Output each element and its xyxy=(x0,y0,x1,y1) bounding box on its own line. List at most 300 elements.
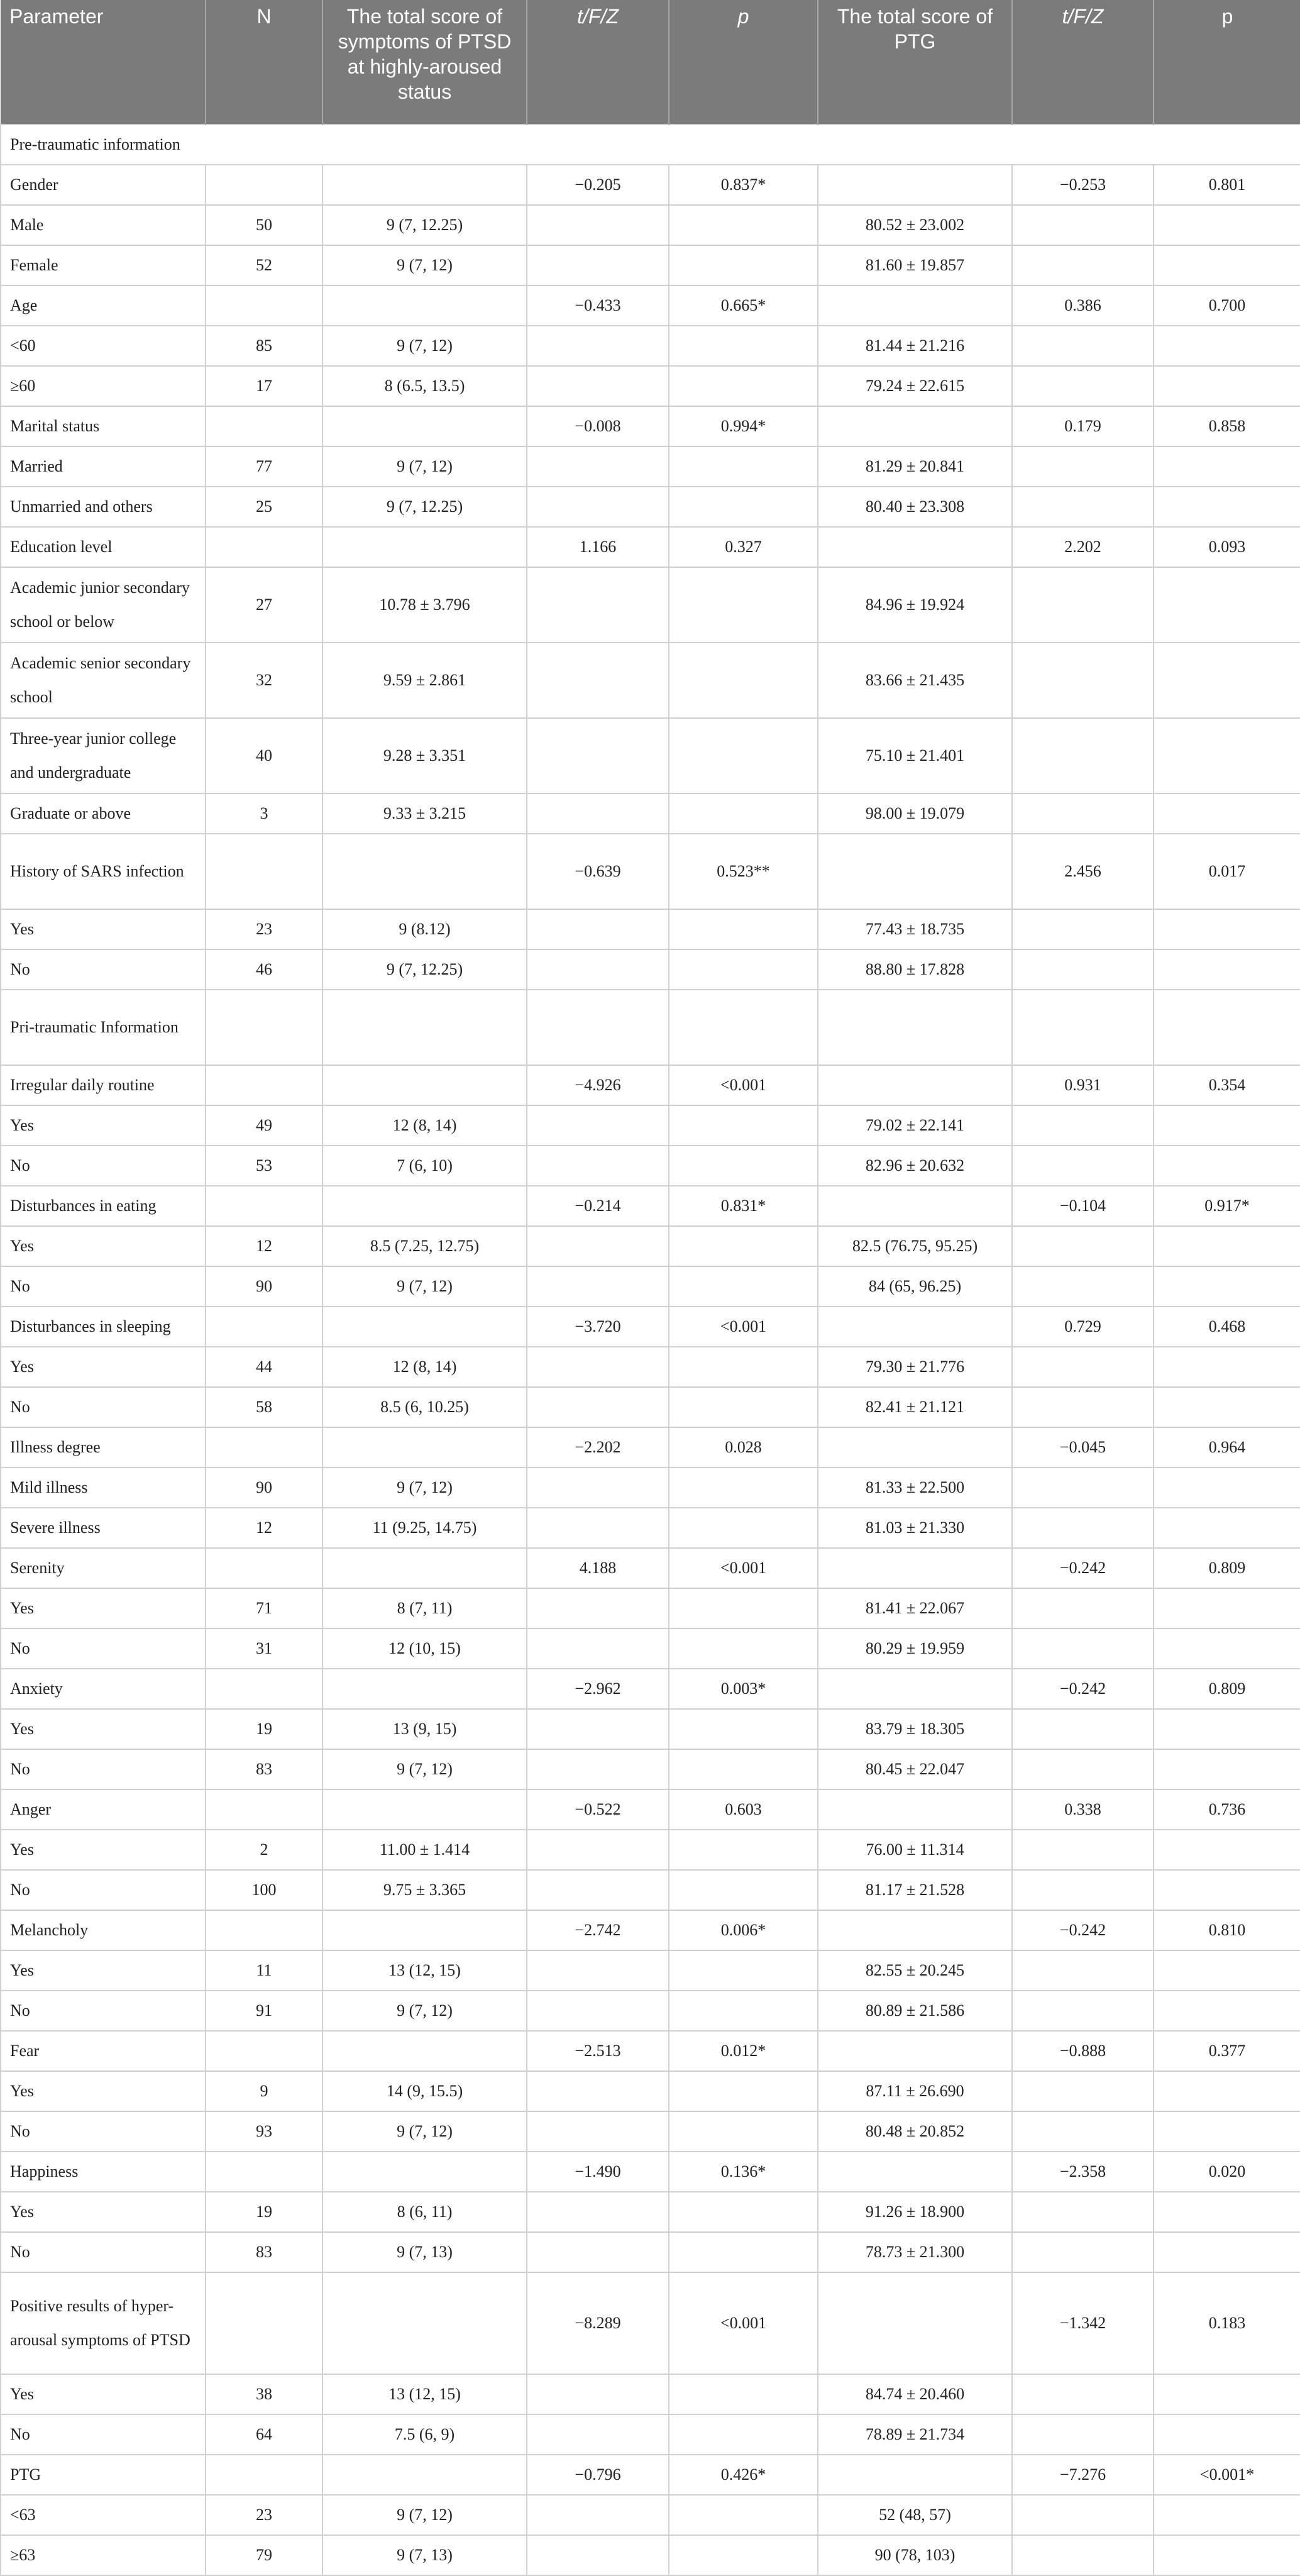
cell-p-ptsd xyxy=(669,718,818,793)
table-row xyxy=(1,2152,1300,2192)
cell-ptg-score: 80.29 ± 19.959 xyxy=(818,1628,1012,1669)
cell-stat-ptsd xyxy=(527,446,669,487)
cell-parameter: No xyxy=(1,1146,206,1186)
cell-stat-ptg xyxy=(1012,1749,1154,1789)
cell-p-ptg xyxy=(1154,1508,1300,1548)
cell-stat-ptsd: −0.205 xyxy=(527,165,669,205)
cell-n: 19 xyxy=(206,2192,322,2232)
cell-n: 77 xyxy=(206,446,322,487)
cell-ptsd-score xyxy=(322,2455,527,2495)
cell-parameter: Melancholy xyxy=(1,1910,206,1950)
cell-stat-ptg xyxy=(1012,1105,1154,1146)
cell-ptsd-score: 8 (6, 11) xyxy=(322,2192,527,2232)
cell-stat-ptg xyxy=(1012,1991,1154,2031)
cell-ptg-score: 79.02 ± 22.141 xyxy=(818,1105,1012,1146)
cell-ptsd-score xyxy=(322,285,527,326)
cell-n: 40 xyxy=(206,718,322,793)
header-parameter: Parameter xyxy=(1,0,206,124)
cell-p-ptsd xyxy=(669,1468,818,1508)
cell-stat-ptsd xyxy=(527,1588,669,1628)
cell-p-ptg xyxy=(1154,1830,1300,1870)
cell-stat-ptsd: −3.720 xyxy=(527,1307,669,1347)
cell-ptsd-score: 9 (7, 12.25) xyxy=(322,487,527,527)
cell-p-ptg: 0.736 xyxy=(1154,1789,1300,1830)
cell-stat-ptg xyxy=(1012,1146,1154,1186)
cell-ptsd-score xyxy=(322,990,527,1065)
cell-stat-ptg xyxy=(1012,909,1154,949)
cell-ptsd-score xyxy=(322,1910,527,1950)
cell-stat-ptsd: −4.926 xyxy=(527,1065,669,1105)
table-row xyxy=(1,2272,1300,2374)
cell-stat-ptg: −7.276 xyxy=(1012,2455,1154,2495)
table-row xyxy=(1,165,1300,205)
cell-n xyxy=(206,1427,322,1468)
table-row xyxy=(1,124,1300,165)
table-row xyxy=(1,366,1300,406)
cell-ptg-score: 98.00 ± 19.079 xyxy=(818,793,1012,834)
cell-stat-ptsd: −2.513 xyxy=(527,2031,669,2071)
cell-p-ptsd xyxy=(669,326,818,366)
cell-n: 32 xyxy=(206,643,322,718)
cell-p-ptg xyxy=(1154,1468,1300,1508)
table-row xyxy=(1,406,1300,446)
cell-stat-ptsd: −0.522 xyxy=(527,1789,669,1830)
cell-stat-ptg xyxy=(1012,1588,1154,1628)
cell-p-ptg xyxy=(1154,1950,1300,1991)
cell-parameter: ≥63 xyxy=(1,2535,206,2575)
cell-ptg-score: 80.89 ± 21.586 xyxy=(818,1991,1012,2031)
cell-p-ptg xyxy=(1154,2414,1300,2455)
cell-n: 31 xyxy=(206,1628,322,1669)
cell-stat-ptsd xyxy=(527,2232,669,2272)
cell-stat-ptsd xyxy=(527,2111,669,2152)
cell-ptsd-score: 9 (7, 12) xyxy=(322,1266,527,1307)
cell-parameter: Academic junior secondary school or below xyxy=(1,567,206,643)
cell-stat-ptg: −0.253 xyxy=(1012,165,1154,205)
cell-n: 79 xyxy=(206,2535,322,2575)
cell-ptsd-score: 9 (7, 12) xyxy=(322,2495,527,2535)
cell-n xyxy=(206,1307,322,1347)
cell-ptg-score xyxy=(818,1669,1012,1709)
cell-p-ptsd: 0.012* xyxy=(669,2031,818,2071)
table-row xyxy=(1,1387,1300,1427)
cell-stat-ptsd: −2.202 xyxy=(527,1427,669,1468)
cell-stat-ptg xyxy=(1012,205,1154,245)
cell-n: 23 xyxy=(206,909,322,949)
cell-stat-ptsd xyxy=(527,1749,669,1789)
cell-stat-ptg: −1.342 xyxy=(1012,2272,1154,2374)
cell-stat-ptsd xyxy=(527,1387,669,1427)
cell-ptsd-score: 9 (7, 12) xyxy=(322,326,527,366)
cell-stat-ptsd xyxy=(527,1628,669,1669)
cell-parameter: Positive results of hyper-arousal symptoms of PTSD xyxy=(1,2272,206,2374)
cell-n: 100 xyxy=(206,1870,322,1910)
cell-p-ptg: 0.917* xyxy=(1154,1186,1300,1226)
cell-p-ptsd xyxy=(669,2414,818,2455)
cell-p-ptsd: 0.665* xyxy=(669,285,818,326)
cell-stat-ptsd: −0.433 xyxy=(527,285,669,326)
cell-n: 91 xyxy=(206,1991,322,2031)
cell-ptsd-score: 9 (7, 12) xyxy=(322,446,527,487)
cell-p-ptsd xyxy=(669,1709,818,1749)
cell-n: 27 xyxy=(206,567,322,643)
cell-stat-ptsd xyxy=(527,949,669,990)
cell-stat-ptsd xyxy=(527,1105,669,1146)
header-n: N xyxy=(206,0,322,124)
cell-stat-ptg xyxy=(1012,487,1154,527)
table-row xyxy=(1,2071,1300,2111)
cell-stat-ptsd xyxy=(527,990,669,1065)
cell-n: 53 xyxy=(206,1146,322,1186)
cell-stat-ptsd xyxy=(527,2535,669,2575)
cell-ptg-score: 87.11 ± 26.690 xyxy=(818,2071,1012,2111)
cell-n: 71 xyxy=(206,1588,322,1628)
cell-ptsd-score: 9.28 ± 3.351 xyxy=(322,718,527,793)
table-row xyxy=(1,446,1300,487)
cell-parameter: Yes xyxy=(1,1950,206,1991)
cell-stat-ptg: −2.358 xyxy=(1012,2152,1154,2192)
cell-p-ptg xyxy=(1154,990,1300,1065)
cell-n xyxy=(206,1789,322,1830)
cell-p-ptsd: <0.001 xyxy=(669,1307,818,1347)
cell-stat-ptg xyxy=(1012,1266,1154,1307)
cell-ptsd-score xyxy=(322,1669,527,1709)
cell-stat-ptsd: −8.289 xyxy=(527,2272,669,2374)
table-row xyxy=(1,487,1300,527)
cell-stat-ptg xyxy=(1012,446,1154,487)
cell-ptsd-score: 13 (12, 15) xyxy=(322,1950,527,1991)
cell-p-ptsd xyxy=(669,1749,818,1789)
cell-parameter: No xyxy=(1,2414,206,2455)
cell-parameter: No xyxy=(1,2111,206,2152)
cell-stat-ptg: −0.104 xyxy=(1012,1186,1154,1226)
cell-n xyxy=(206,1065,322,1105)
table-row xyxy=(1,2232,1300,2272)
cell-ptsd-score: 8 (6.5, 13.5) xyxy=(322,366,527,406)
cell-p-ptg: 0.858 xyxy=(1154,406,1300,446)
cell-stat-ptg xyxy=(1012,1870,1154,1910)
cell-ptsd-score: 9 (7, 12) xyxy=(322,2111,527,2152)
cell-ptg-score xyxy=(818,1065,1012,1105)
cell-ptg-score: 52 (48, 57) xyxy=(818,2495,1012,2535)
cell-parameter: Unmarried and others xyxy=(1,487,206,527)
cell-stat-ptsd xyxy=(527,793,669,834)
cell-ptg-score xyxy=(818,1910,1012,1950)
cell-ptg-score xyxy=(818,2272,1012,2374)
cell-stat-ptg: −0.888 xyxy=(1012,2031,1154,2071)
table-row xyxy=(1,1226,1300,1266)
table-row xyxy=(1,2414,1300,2455)
cell-p-ptsd xyxy=(669,2535,818,2575)
cell-p-ptsd xyxy=(669,1347,818,1387)
cell-p-ptsd xyxy=(669,1830,818,1870)
table-row xyxy=(1,643,1300,718)
cell-ptg-score xyxy=(818,1548,1012,1588)
cell-ptg-score: 80.48 ± 20.852 xyxy=(818,2111,1012,2152)
cell-ptsd-score: 9 (7, 13) xyxy=(322,2232,527,2272)
cell-ptg-score: 81.17 ± 21.528 xyxy=(818,1870,1012,1910)
cell-n: 46 xyxy=(206,949,322,990)
cell-parameter: Yes xyxy=(1,1830,206,1870)
cell-ptsd-score xyxy=(322,1186,527,1226)
cell-parameter: Gender xyxy=(1,165,206,205)
cell-parameter: Yes xyxy=(1,1588,206,1628)
cell-stat-ptg xyxy=(1012,2232,1154,2272)
cell-p-ptsd xyxy=(669,2111,818,2152)
cell-ptg-score: 90 (78, 103) xyxy=(818,2535,1012,2575)
cell-n xyxy=(206,285,322,326)
cell-ptsd-score: 9 (7, 13) xyxy=(322,2535,527,2575)
cell-p-ptsd: 0.831* xyxy=(669,1186,818,1226)
cell-ptg-score xyxy=(818,1789,1012,1830)
cell-ptg-score xyxy=(818,2152,1012,2192)
cell-parameter: Yes xyxy=(1,1347,206,1387)
table-row xyxy=(1,2031,1300,2071)
cell-ptg-score: 80.52 ± 23.002 xyxy=(818,205,1012,245)
cell-stat-ptg xyxy=(1012,245,1154,285)
cell-parameter: No xyxy=(1,2232,206,2272)
cell-n xyxy=(206,1186,322,1226)
cell-parameter: History of SARS infection xyxy=(1,834,206,909)
table-row xyxy=(1,2192,1300,2232)
cell-parameter: Disturbances in eating xyxy=(1,1186,206,1226)
cell-p-ptg xyxy=(1154,2071,1300,2111)
header-row xyxy=(1,0,1300,124)
cell-p-ptsd xyxy=(669,793,818,834)
cell-n xyxy=(206,990,322,1065)
cell-p-ptsd xyxy=(669,949,818,990)
cell-ptsd-score xyxy=(322,165,527,205)
header-stat-ptsd: t/F/Z xyxy=(527,0,669,124)
cell-p-ptsd xyxy=(669,1950,818,1991)
cell-parameter: No xyxy=(1,1387,206,1427)
cell-stat-ptg xyxy=(1012,1709,1154,1749)
cell-stat-ptsd xyxy=(527,2374,669,2414)
cell-stat-ptg xyxy=(1012,793,1154,834)
cell-p-ptg xyxy=(1154,2232,1300,2272)
cell-ptsd-score: 8 (7, 11) xyxy=(322,1588,527,1628)
cell-p-ptsd: 0.327 xyxy=(669,527,818,567)
cell-parameter: Yes xyxy=(1,1226,206,1266)
cell-ptg-score: 82.5 (76.75, 95.25) xyxy=(818,1226,1012,1266)
table-row xyxy=(1,285,1300,326)
cell-parameter: Age xyxy=(1,285,206,326)
table-row xyxy=(1,990,1300,1065)
table-row xyxy=(1,245,1300,285)
table-row xyxy=(1,1146,1300,1186)
cell-ptg-score: 75.10 ± 21.401 xyxy=(818,718,1012,793)
cell-p-ptg xyxy=(1154,2495,1300,2535)
cell-p-ptg: 0.964 xyxy=(1154,1427,1300,1468)
cell-p-ptg xyxy=(1154,643,1300,718)
cell-ptg-score: 78.73 ± 21.300 xyxy=(818,2232,1012,2272)
cell-stat-ptsd xyxy=(527,205,669,245)
cell-p-ptsd xyxy=(669,245,818,285)
cell-stat-ptsd xyxy=(527,567,669,643)
cell-n xyxy=(206,2152,322,2192)
table-header xyxy=(1,0,1300,124)
cell-ptg-score: 83.66 ± 21.435 xyxy=(818,643,1012,718)
cell-p-ptsd: 0.837* xyxy=(669,165,818,205)
cell-parameter: No xyxy=(1,1749,206,1789)
header-ptg-score: The total score of PTG xyxy=(818,0,1012,124)
table-row xyxy=(1,718,1300,793)
table-row xyxy=(1,567,1300,643)
cell-parameter: No xyxy=(1,949,206,990)
cell-n: 17 xyxy=(206,366,322,406)
cell-n xyxy=(206,406,322,446)
cell-stat-ptg xyxy=(1012,1387,1154,1427)
cell-ptg-score: 76.00 ± 11.314 xyxy=(818,1830,1012,1870)
cell-ptg-score xyxy=(818,2031,1012,2071)
cell-ptg-score: 79.30 ± 21.776 xyxy=(818,1347,1012,1387)
cell-stat-ptsd: −2.962 xyxy=(527,1669,669,1709)
section-title: Pre-traumatic information xyxy=(1,124,1300,165)
cell-ptsd-score xyxy=(322,1065,527,1105)
cell-parameter: Academic senior secondary school xyxy=(1,643,206,718)
cell-n: 12 xyxy=(206,1226,322,1266)
cell-stat-ptg: −0.242 xyxy=(1012,1548,1154,1588)
cell-parameter: Mild illness xyxy=(1,1468,206,1508)
cell-parameter: <63 xyxy=(1,2495,206,2535)
cell-p-ptg: 0.810 xyxy=(1154,1910,1300,1950)
cell-ptg-score: 81.33 ± 22.500 xyxy=(818,1468,1012,1508)
cell-p-ptg xyxy=(1154,1628,1300,1669)
cell-parameter: Graduate or above xyxy=(1,793,206,834)
cell-ptsd-score: 10.78 ± 3.796 xyxy=(322,567,527,643)
cell-ptsd-score: 12 (8, 14) xyxy=(322,1347,527,1387)
cell-p-ptsd xyxy=(669,487,818,527)
cell-stat-ptg xyxy=(1012,643,1154,718)
cell-p-ptg xyxy=(1154,1588,1300,1628)
cell-p-ptsd xyxy=(669,1588,818,1628)
cell-parameter: Severe illness xyxy=(1,1508,206,1548)
cell-stat-ptg: −0.242 xyxy=(1012,1910,1154,1950)
cell-p-ptg xyxy=(1154,245,1300,285)
cell-n xyxy=(206,2031,322,2071)
cell-parameter: Yes xyxy=(1,2374,206,2414)
cell-parameter: ≥60 xyxy=(1,366,206,406)
cell-ptg-score: 78.89 ± 21.734 xyxy=(818,2414,1012,2455)
cell-ptsd-score xyxy=(322,2031,527,2071)
table-row xyxy=(1,2111,1300,2152)
cell-ptsd-score: 7.5 (6, 9) xyxy=(322,2414,527,2455)
cell-p-ptsd xyxy=(669,2192,818,2232)
cell-stat-ptsd: 1.166 xyxy=(527,527,669,567)
cell-stat-ptsd xyxy=(527,245,669,285)
cell-stat-ptg xyxy=(1012,990,1154,1065)
cell-n: 83 xyxy=(206,1749,322,1789)
cell-ptsd-score xyxy=(322,406,527,446)
cell-stat-ptg: 0.729 xyxy=(1012,1307,1154,1347)
cell-n: 64 xyxy=(206,2414,322,2455)
cell-stat-ptsd: −2.742 xyxy=(527,1910,669,1950)
cell-n xyxy=(206,2272,322,2374)
cell-stat-ptsd xyxy=(527,909,669,949)
cell-stat-ptsd xyxy=(527,1347,669,1387)
cell-ptsd-score: 9 (7, 12) xyxy=(322,1468,527,1508)
cell-ptg-score xyxy=(818,990,1012,1065)
cell-ptsd-score: 9 (7, 12) xyxy=(322,1749,527,1789)
table-row xyxy=(1,1749,1300,1789)
table-row xyxy=(1,2374,1300,2414)
cell-ptsd-score: 9 (8.12) xyxy=(322,909,527,949)
cell-p-ptg: 0.809 xyxy=(1154,1669,1300,1709)
cell-p-ptsd: 0.994* xyxy=(669,406,818,446)
cell-p-ptsd xyxy=(669,446,818,487)
cell-parameter: Anxiety xyxy=(1,1669,206,1709)
cell-stat-ptg xyxy=(1012,1226,1154,1266)
cell-stat-ptsd xyxy=(527,1991,669,2031)
cell-stat-ptg xyxy=(1012,2414,1154,2455)
cell-n xyxy=(206,1548,322,1588)
cell-parameter: Married xyxy=(1,446,206,487)
cell-stat-ptsd xyxy=(527,487,669,527)
cell-stat-ptg: −0.242 xyxy=(1012,1669,1154,1709)
cell-parameter: PTG xyxy=(1,2455,206,2495)
cell-ptsd-score: 9.75 ± 3.365 xyxy=(322,1870,527,1910)
cell-p-ptg: 0.700 xyxy=(1154,285,1300,326)
cell-p-ptg xyxy=(1154,949,1300,990)
cell-n: 38 xyxy=(206,2374,322,2414)
cell-parameter: Education level xyxy=(1,527,206,567)
cell-ptg-score xyxy=(818,834,1012,909)
cell-parameter: Yes xyxy=(1,1709,206,1749)
cell-ptsd-score: 12 (8, 14) xyxy=(322,1105,527,1146)
table-row xyxy=(1,527,1300,567)
cell-p-ptg xyxy=(1154,1347,1300,1387)
table-row xyxy=(1,1789,1300,1830)
cell-p-ptsd xyxy=(669,1105,818,1146)
cell-stat-ptg: 0.386 xyxy=(1012,285,1154,326)
cell-ptsd-score: 13 (9, 15) xyxy=(322,1709,527,1749)
cell-p-ptsd: 0.006* xyxy=(669,1910,818,1950)
cell-stat-ptg: 2.456 xyxy=(1012,834,1154,909)
cell-ptsd-score: 12 (10, 15) xyxy=(322,1628,527,1669)
cell-ptsd-score xyxy=(322,1427,527,1468)
cell-p-ptg xyxy=(1154,1749,1300,1789)
cell-p-ptsd: 0.426* xyxy=(669,2455,818,2495)
cell-stat-ptg xyxy=(1012,2535,1154,2575)
cell-p-ptsd xyxy=(669,1628,818,1669)
cell-n: 83 xyxy=(206,2232,322,2272)
cell-p-ptg: 0.377 xyxy=(1154,2031,1300,2071)
cell-stat-ptg: −0.045 xyxy=(1012,1427,1154,1468)
header-p-ptsd: p xyxy=(669,0,818,124)
cell-ptsd-score: 9.59 ± 2.861 xyxy=(322,643,527,718)
cell-parameter: <60 xyxy=(1,326,206,366)
table-row xyxy=(1,1186,1300,1226)
cell-parameter: Serenity xyxy=(1,1548,206,1588)
cell-ptsd-score xyxy=(322,2272,527,2374)
table-row xyxy=(1,949,1300,990)
cell-p-ptsd xyxy=(669,643,818,718)
cell-ptsd-score xyxy=(322,527,527,567)
cell-p-ptg xyxy=(1154,205,1300,245)
cell-p-ptg xyxy=(1154,2111,1300,2152)
cell-stat-ptsd: −0.796 xyxy=(527,2455,669,2495)
cell-ptg-score xyxy=(818,1186,1012,1226)
table-row xyxy=(1,326,1300,366)
cell-stat-ptg xyxy=(1012,2192,1154,2232)
cell-ptsd-score: 8.5 (7.25, 12.75) xyxy=(322,1226,527,1266)
cell-n xyxy=(206,165,322,205)
cell-stat-ptg xyxy=(1012,1830,1154,1870)
cell-n xyxy=(206,2455,322,2495)
cell-p-ptg: 0.468 xyxy=(1154,1307,1300,1347)
cell-p-ptg xyxy=(1154,1870,1300,1910)
cell-n: 58 xyxy=(206,1387,322,1427)
